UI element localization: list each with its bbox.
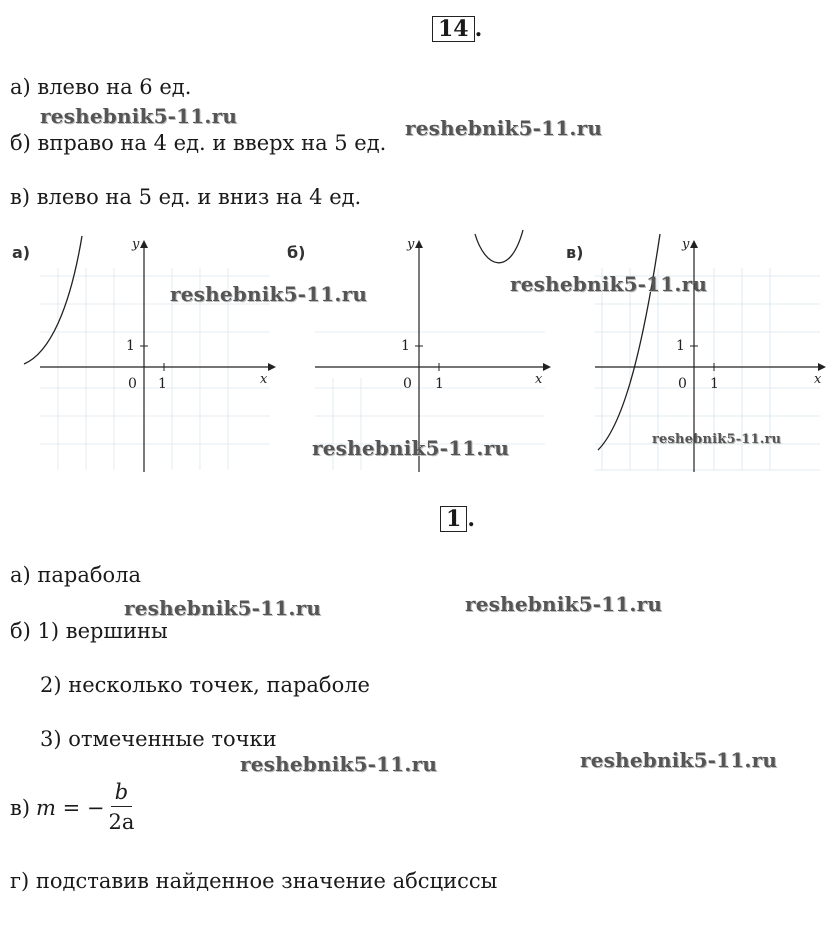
graph-a-label: а)	[12, 243, 31, 262]
graph-v-origin: 0	[678, 376, 687, 392]
answer-b-shift-right-up: б) вправо на 4 ед. и вверх на 5 ед.	[10, 131, 387, 155]
graph-v-one-y: 1	[676, 338, 685, 354]
graph-b-label: б)	[287, 243, 306, 262]
vertex-formula	[10, 778, 134, 837]
graph-b-origin: 0	[403, 376, 412, 392]
graph-a-curve	[24, 236, 82, 364]
graph-v-curve	[598, 234, 660, 450]
graph-v-one-x: 1	[710, 376, 719, 392]
formula-fraction	[108, 778, 134, 837]
graph-b-one-y: 1	[401, 338, 410, 354]
graph-a-x-label: x	[260, 372, 268, 387]
graph-b-curve	[475, 230, 523, 263]
watermark: reshebnik5-11.ru	[405, 116, 603, 140]
graph-a-one-y: 1	[126, 338, 135, 354]
watermark: reshebnik5-11.ru	[240, 752, 438, 776]
watermark: reshebnik5-11.ru	[652, 432, 782, 447]
watermark: reshebnik5-11.ru	[510, 272, 708, 296]
watermark: reshebnik5-11.ru	[465, 592, 663, 616]
watermark: reshebnik5-11.ru	[170, 282, 368, 306]
answer-a-parabola: а) парабола	[10, 563, 142, 587]
formula-prefix: в)	[10, 795, 31, 820]
formula-lhs: m	[36, 795, 56, 820]
watermark: reshebnik5-11.ru	[40, 104, 238, 128]
graph-b-one-x: 1	[435, 376, 444, 392]
graph-v-label: в)	[566, 243, 584, 262]
task-number-1: 1 .	[440, 506, 475, 532]
answer-b-step-3: 3) отмеченные точки	[40, 727, 277, 751]
task-number-14: 14 .	[432, 16, 482, 42]
watermark: reshebnik5-11.ru	[312, 436, 510, 460]
formula-equals-minus: = −	[55, 795, 105, 820]
graph-v-y-label: y	[682, 237, 690, 252]
watermark: reshebnik5-11.ru	[580, 748, 778, 772]
answer-g-substitute: г) подставив найденное значение абсциссы	[10, 869, 498, 893]
graph-b-y-label: y	[407, 237, 415, 252]
watermark: reshebnik5-11.ru	[124, 596, 322, 620]
graph-a	[10, 228, 280, 478]
graph-a-origin: 0	[128, 376, 137, 392]
graph-v-x-label: x	[814, 372, 822, 387]
graph-a-one-x: 1	[158, 376, 167, 392]
graph-a-y-label: y	[132, 237, 140, 252]
formula-denominator: 2a	[108, 810, 135, 834]
answer-b-step-1: б) 1) вершины	[10, 619, 168, 643]
answer-a-shift-left-6: а) влево на 6 ед.	[10, 75, 192, 99]
answer-b-step-2: 2) несколько точек, параболе	[40, 673, 370, 697]
formula-numerator: b	[111, 778, 132, 807]
graph-b-x-label: x	[535, 372, 543, 387]
answer-v-shift-left-down: в) влево на 5 ед. и вниз на 4 ед.	[10, 185, 362, 209]
